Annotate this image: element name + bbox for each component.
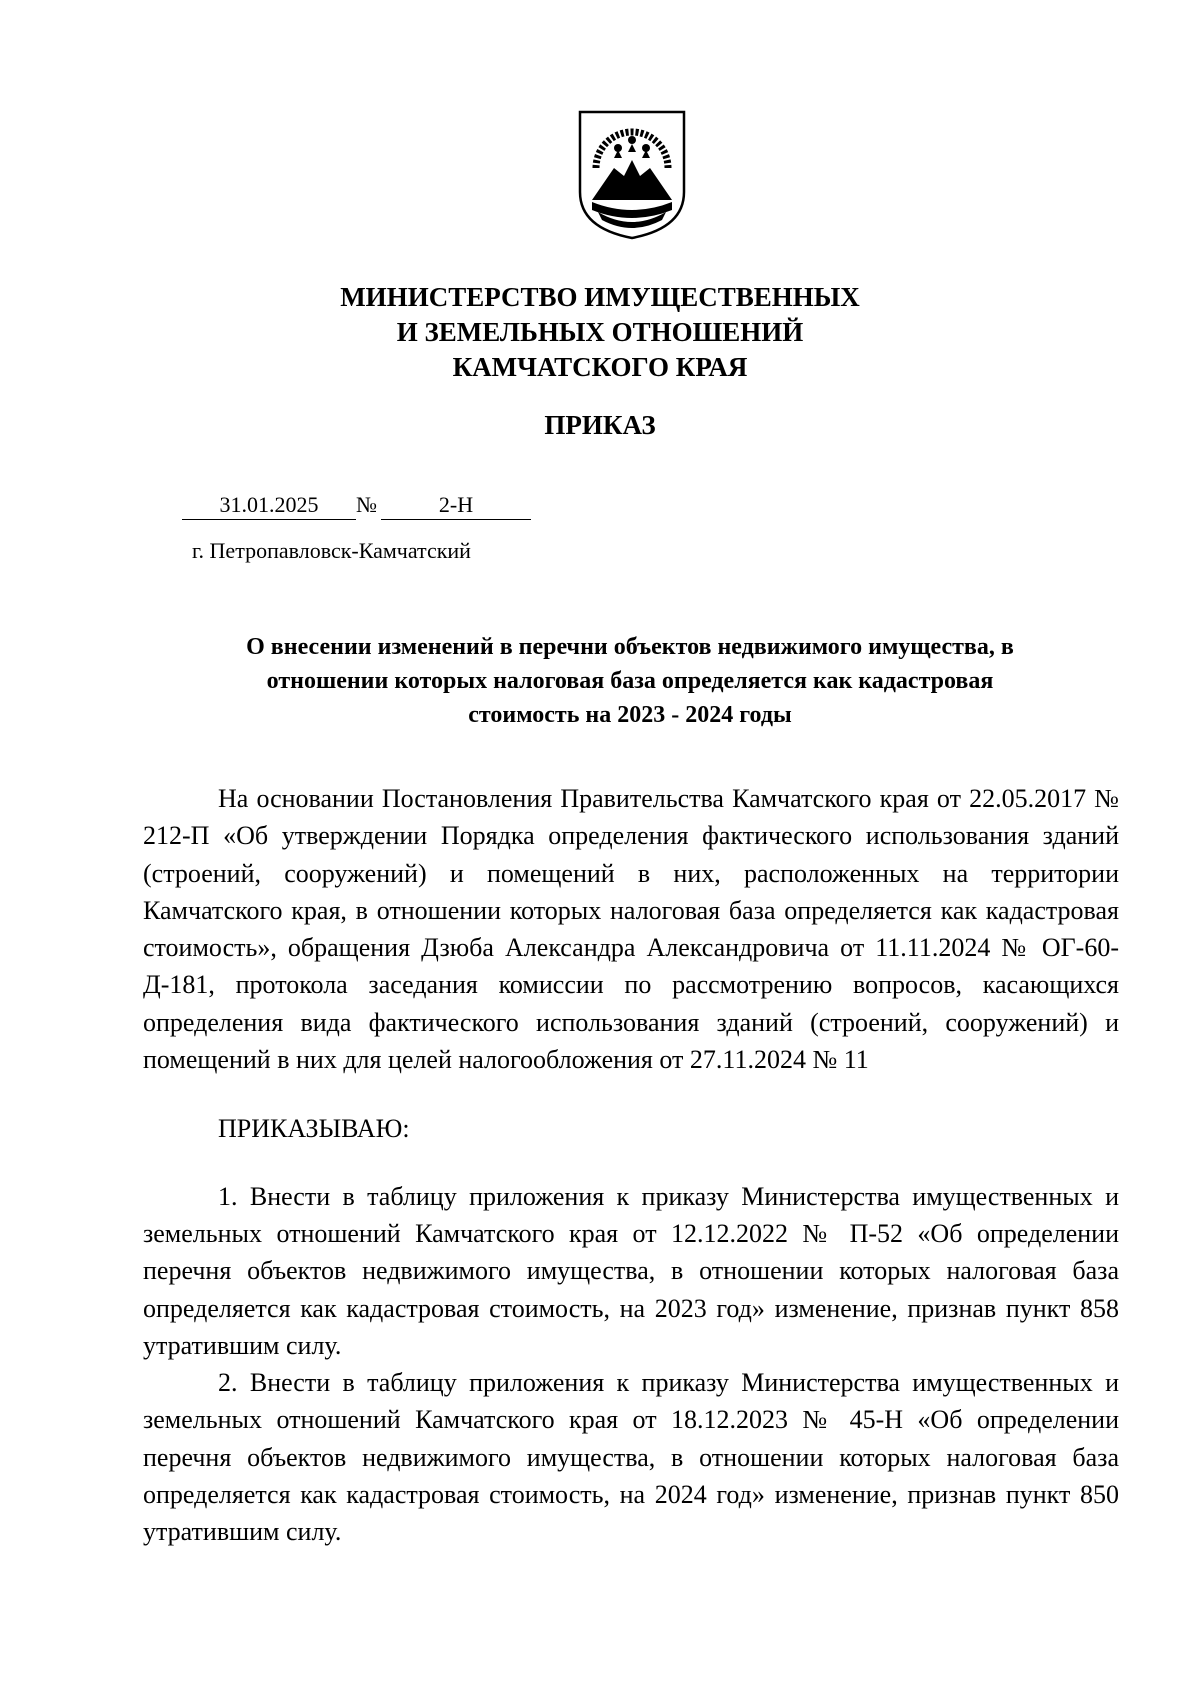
order-subject-line: О внесении изменений в перечни объектов недвижимого имущества, в	[246, 634, 1014, 660]
ministry-header	[0, 280, 1200, 385]
ministry-header-line: МИНИСТЕРСТВО ИМУЩЕСТВЕННЫХ	[340, 282, 860, 312]
order-item-2: 2. Внести в таблицу приложения к приказу Министерства имущественных и земельных отношений Камчатского края от 18.12.2023 № 45-Н «Об определении перечня объектов недвижимого имущества, в отношении которых налоговая база определяется как кадастровая стоимость, на 2024 год» изменение, признав пункт 850 утратившим силу.	[143, 1368, 1119, 1547]
order-number: 2-Н	[381, 491, 531, 520]
kamchatka-coat-of-arms-icon	[578, 110, 686, 240]
order-date-number	[182, 490, 531, 520]
document-type-title: ПРИКАЗ	[544, 410, 656, 440]
order-subject-line: отношении которых налоговая база определяется как кадастровая	[266, 668, 994, 694]
order-body	[143, 780, 1119, 1551]
order-city: г. Петропавловск-Камчатский	[192, 538, 471, 563]
ministry-header-line: И ЗЕМЕЛЬНЫХ ОТНОШЕНИЙ	[396, 317, 804, 347]
order-subject-line: стоимость на 2023 - 2024 годы	[468, 702, 792, 728]
order-word: ПРИКАЗЫВАЮ:	[218, 1114, 410, 1144]
preamble-paragraph: На основании Постановления Правительства Камчатского края от 22.05.2017 № 212-П «Об утверждении Порядка определения фактического использования зданий (строений, сооружений) и помещений в них, расположенных на территории Камчатского края, в отношении которых налоговая база определяется как кадастровая стоимость», обращения Дзюба Александра Александровича от 11.11.2024 № ОГ-60-Д-181, протокола заседания комиссии по рассмотрению вопросов, касающихся определения вида фактического использования зданий (строений, сооружений) и помещений в них для целей налогообложения от 27.11.2024 № 11	[143, 784, 1119, 1075]
ministry-header-line: КАМЧАТСКОГО КРАЯ	[452, 352, 748, 382]
order-date: 31.01.2025	[182, 491, 356, 520]
order-subject	[170, 630, 1090, 732]
number-sign: №	[356, 492, 377, 517]
order-item-1: 1. Внести в таблицу приложения к приказу Министерства имущественных и земельных отношений Камчатского края от 12.12.2022 № П-52 «Об определении перечня объектов недвижимого имущества, в отношении которых налоговая база определяется как кадастровая стоимость, на 2023 год» изменение, признав пункт 858 утратившим силу.	[143, 1181, 1119, 1360]
